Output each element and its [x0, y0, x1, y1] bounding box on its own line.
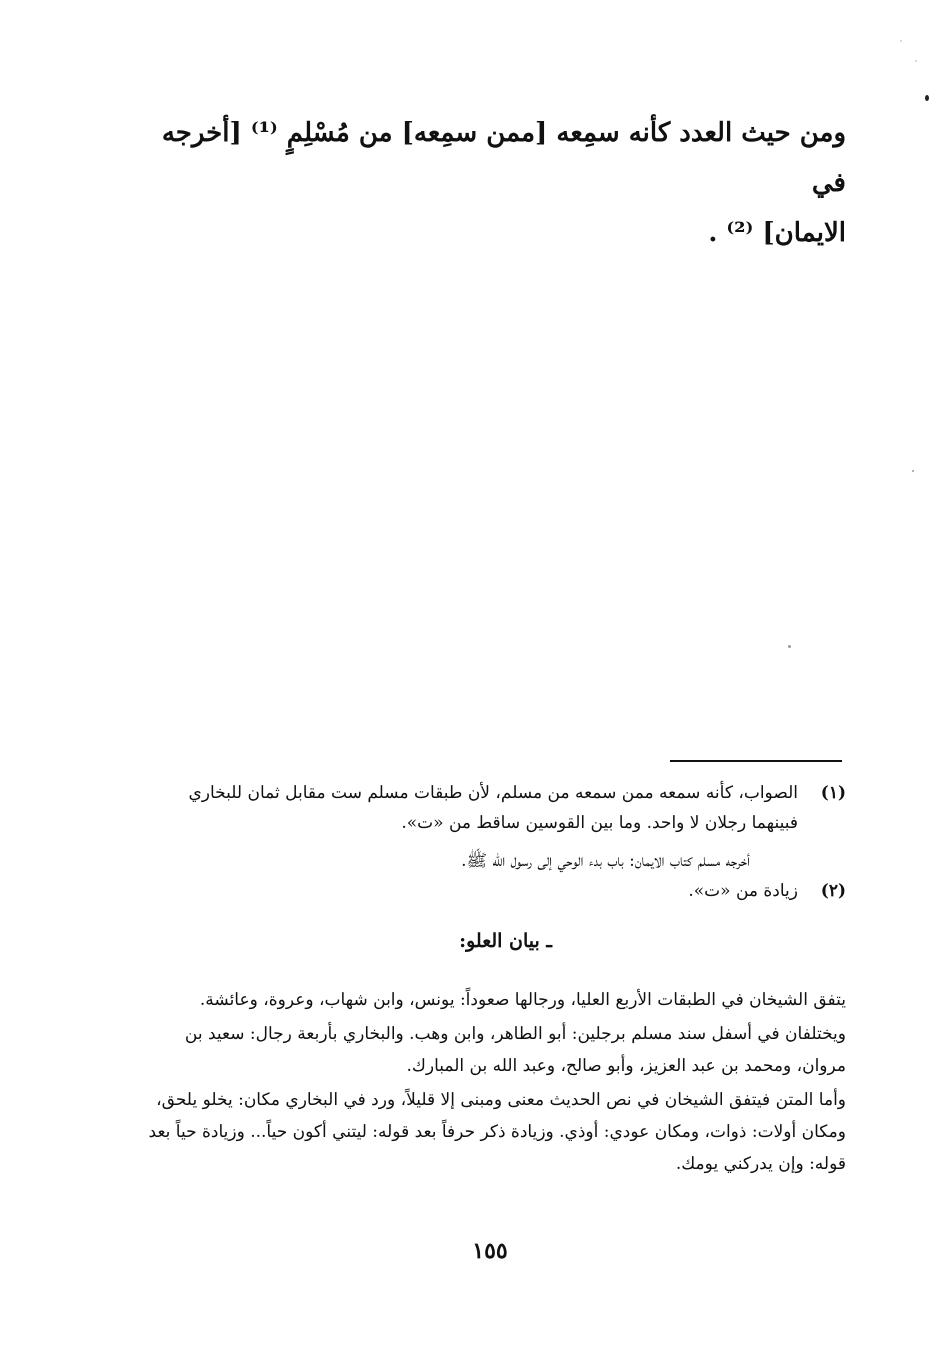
footnote-1	[140, 778, 846, 876]
footnote-2-number: (٢)	[820, 881, 846, 901]
footnote-1-body	[140, 778, 806, 876]
footnotes	[140, 778, 846, 906]
scan-speck	[788, 645, 791, 648]
footnote-2	[140, 876, 846, 906]
scan-speck	[915, 60, 917, 62]
footnote-1-line-2: فبينهما رجلان لا واحد. وما بين القوسين ساقط من «ت».	[401, 813, 798, 833]
section-paragraph-1: يتفق الشيخان في الطبقات الأربع العليا، ورجالها صعوداً: يونس، وابن شهاب، وعروة، وعائشة.	[199, 990, 846, 1010]
section-body	[140, 984, 846, 1180]
scan-speck	[912, 470, 914, 472]
footnote-2-body	[140, 876, 806, 906]
main-text-line-1: ومن حيث العدد كأنه سمِعه [ممن سمِعه] من مُسْلِمٍ ⁽¹⁾ [أخرجه في	[161, 118, 846, 198]
scan-speck	[900, 40, 902, 42]
scan-speck	[925, 95, 929, 101]
main-text-line-2: الايمان] ⁽²⁾ .	[708, 218, 846, 248]
page-number: ١٥٥	[472, 1238, 508, 1264]
footnote-1-line-3: أخرجه مسلم كتاب الايمان: باب بدء الوحي إلى رسول الله ﷺ.	[461, 851, 750, 871]
footnote-1-number: (١)	[820, 783, 846, 803]
footnote-separator	[670, 760, 842, 762]
main-text	[120, 108, 846, 258]
section-paragraph-2: ويختلفان في أسفل سند مسلم برجلين: أبو الطاهر، وابن وهب. والبخاري بأربعة رجال: سعيد بن مروان، ومحمد بن عبد العزيز، وأبو صالح، وعبد الله بن المبارك.	[184, 1024, 846, 1076]
section-heading: ـ بيان العلو:	[459, 930, 552, 952]
footnote-1-line-1: الصواب، كأنه سمعه ممن سمعه من مسلم، لأن طبقات مسلم ست مقابل ثمان للبخاري	[188, 783, 798, 803]
section-paragraph-3: وأما المتن فيتفق الشيخان في نص الحديث معنى ومبنى إلا قليلاً، ورد في البخاري مكان: يخلو يلحق، ومكان أولات: ذوات، ومكان عودي: أوذي. وزيادة ذكر حرفاً بعد قوله: ليتني أكون حياً... وزيادة حياً بعد قوله: وإن يدركني يومك.	[148, 1090, 846, 1174]
footnote-2-line-1: زيادة من «ت».	[688, 881, 798, 901]
